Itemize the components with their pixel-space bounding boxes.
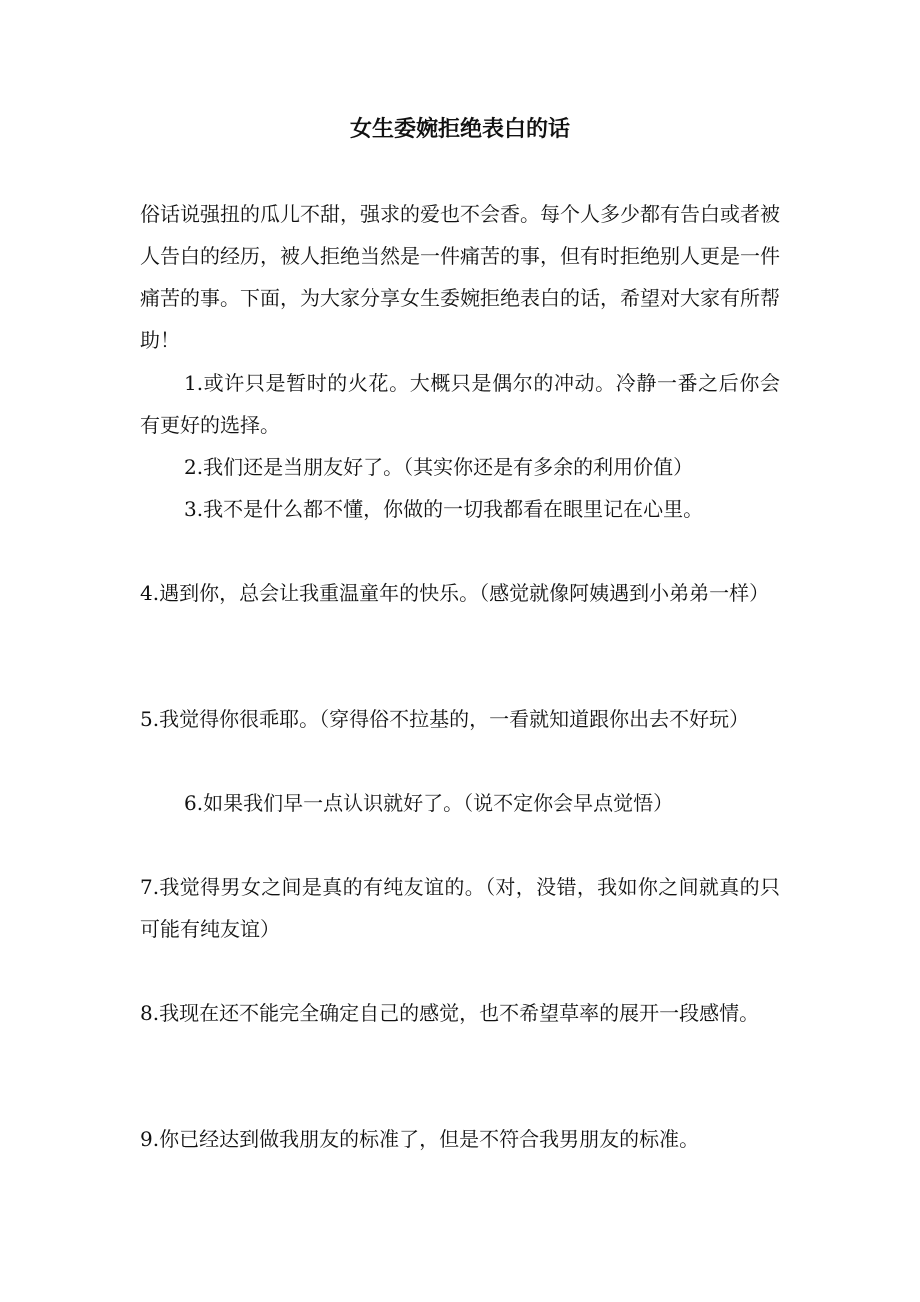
list-item: 9.你已经达到做我朋友的标准了，但是不符合我男朋友的标准。 xyxy=(140,1127,700,1151)
list-item: 1.或许只是暂时的火花。大概只是偶尔的冲动。冷静一番之后你会有更好的选择。 xyxy=(140,371,780,437)
list-item: 6.如果我们早一点认识就好了。（说不定你会早点觉悟） xyxy=(184,791,674,815)
list-item: 3.我不是什么都不懂，你做的一切我都看在眼里记在心里。 xyxy=(184,497,704,521)
list-item: 7.我觉得男女之间是真的有纯友谊的。（对，没错，我如你之间就真的只可能有纯友谊） xyxy=(140,875,780,941)
page-title: 女生委婉拒绝表白的话 xyxy=(349,116,570,142)
list-item: 5.我觉得你很乖耶。（穿得俗不拉基的，一看就知道跟你出去不好玩） xyxy=(140,707,750,731)
list-item: 4.遇到你，总会让我重温童年的快乐。（感觉就像阿姨遇到小弟弟一样） xyxy=(140,581,770,605)
list-item: 2.我们还是当朋友好了。（其实你还是有多余的利用价值） xyxy=(184,455,694,479)
list-item: 8.我现在还不能完全确定自己的感觉，也不希望草率的展开一段感情。 xyxy=(140,1001,760,1025)
intro-paragraph: 俗话说强扭的瓜儿不甜，强求的爱也不会香。每个人多少都有告白或者被人告白的经历，被人拒绝当然是一件痛苦的事，但有时拒绝别人更是一件痛苦的事。下面，为大家分享女生委婉拒绝表白的话，希望对大家有所帮助！ xyxy=(140,202,780,352)
